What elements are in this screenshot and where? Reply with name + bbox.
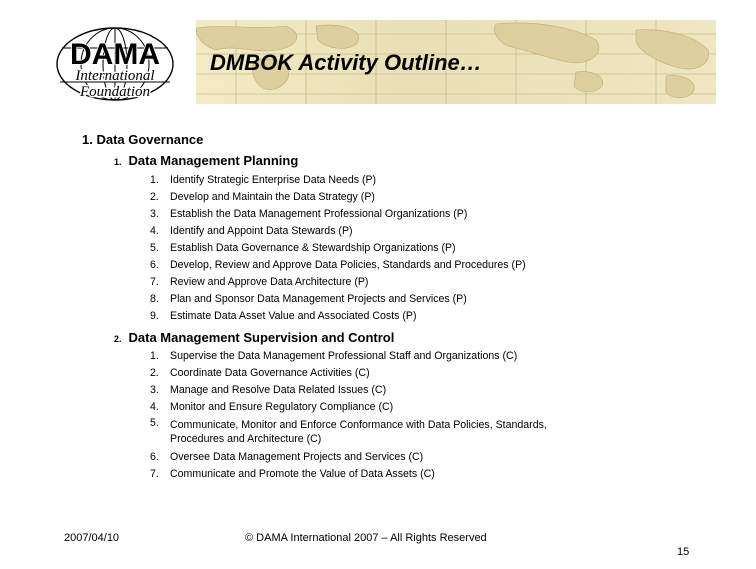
list-item: 4. Monitor and Ensure Regulatory Compliance (C) (150, 401, 394, 413)
list-item: 3. Manage and Resolve Data Related Issues (C) (150, 384, 387, 396)
list-item: 1. Supervise the Data Management Professional Staff and Organizations (C) (150, 350, 518, 362)
list-item-text: Communicate and Promote the Value of Data Assets (C) (170, 468, 435, 480)
logo-line-foundation: Foundation (80, 84, 150, 100)
list-item: 3. Establish the Data Management Professional Organizations (P) (150, 208, 468, 220)
list-item-text: Manage and Resolve Data Related Issues (C) (170, 384, 387, 396)
list-item-text: Monitor and Ensure Regulatory Compliance (C) (170, 401, 394, 413)
list-item: 7. Communicate and Promote the Value of Data Assets (C) (150, 468, 435, 480)
list-item: 5. Establish Data Governance & Stewardship Organizations (P) (150, 242, 456, 254)
globe-logo-icon (40, 24, 190, 102)
subsection-label: Data Management Planning (128, 153, 299, 168)
list-item-text: Establish Data Governance & Stewardship Organizations (P) (170, 242, 456, 254)
list-item-text: Develop and Maintain the Data Strategy (P) (170, 191, 375, 203)
list-item: 6. Develop, Review and Approve Data Policies, Standards and Procedures (P) (150, 259, 526, 271)
list-item: 9. Estimate Data Asset Value and Associated Costs (P) (150, 310, 417, 322)
subsection-heading-supervision (114, 330, 394, 345)
list-item-text: Establish the Data Management Professional Organizations (P) (170, 208, 468, 220)
subsection-number: 1. (114, 157, 122, 167)
list-item: 2. Coordinate Data Governance Activities (C) (150, 367, 370, 379)
dama-logo (40, 24, 190, 102)
slide-title: DMBOK Activity Outline… (210, 50, 482, 75)
list-item-text: Oversee Data Management Projects and Services (C) (170, 451, 424, 463)
list-item: 6. Oversee Data Management Projects and Services (C) (150, 451, 424, 463)
footer-copyright: © DAMA International 2007 – All Rights Reserved (245, 532, 487, 544)
supervision-activity-list (150, 348, 590, 483)
list-item: 7. Review and Approve Data Architecture (P) (150, 276, 369, 288)
list-item: 5. Communicate, Monitor and Enforce Conformance with Data Policies, Standards, Procedures and Architecture (C) (150, 417, 547, 445)
logo-line-international: International (75, 68, 155, 84)
list-item-text: Estimate Data Asset Value and Associated Costs (P) (170, 310, 417, 322)
list-item: 1. Identify Strategic Enterprise Data Needs (P) (150, 174, 377, 186)
list-item-text: Plan and Sponsor Data Management Projects and Services (P) (170, 293, 467, 305)
planning-activity-list (150, 172, 610, 325)
subsection-heading-planning (114, 153, 298, 168)
page-number: 15 (677, 546, 690, 558)
list-item-text: Supervise the Data Management Professional Staff and Organizations (C) (170, 350, 518, 362)
subsection-label: Data Management Supervision and Control (128, 330, 395, 345)
footer-date: 2007/04/10 (64, 532, 120, 544)
list-item: 2. Develop and Maintain the Data Strategy (P) (150, 191, 375, 203)
list-item-text: Identify Strategic Enterprise Data Needs (P) (170, 174, 377, 186)
list-item-text: Review and Approve Data Architecture (P) (170, 276, 369, 288)
list-item-text: Develop, Review and Approve Data Policies, Standards and Procedures (P) (170, 259, 526, 271)
list-item-text: Communicate, Monitor and Enforce Conformance with Data Policies, Standards, Procedures and Architecture (C) (170, 419, 547, 445)
section-heading: 1. Data Governance (82, 132, 204, 147)
list-item-text: Coordinate Data Governance Activities (C) (170, 367, 370, 379)
logo-wordmark: DAMA (70, 38, 160, 71)
subsection-number: 2. (114, 334, 122, 344)
list-item-text: Identify and Appoint Data Stewards (P) (170, 225, 353, 237)
list-item: 8. Plan and Sponsor Data Management Projects and Services (P) (150, 293, 467, 305)
list-item: 4. Identify and Appoint Data Stewards (P) (150, 225, 353, 237)
